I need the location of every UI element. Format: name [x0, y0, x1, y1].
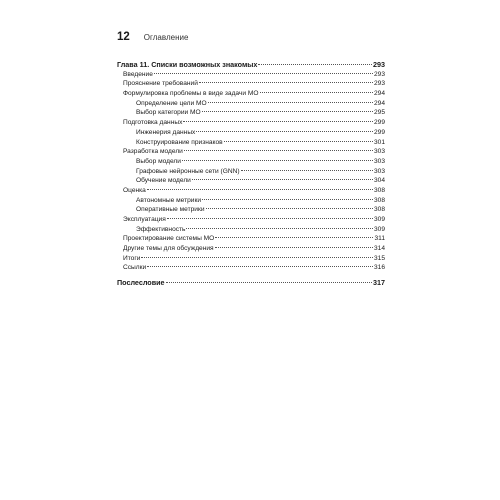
toc-entry	[117, 157, 385, 167]
toc-entry	[117, 128, 385, 138]
toc-entry	[117, 186, 385, 196]
toc-dot-leader	[260, 92, 373, 93]
toc-entry	[117, 244, 385, 254]
toc-entry-page: 308	[373, 206, 385, 214]
toc-entry-page: 308	[373, 186, 385, 194]
toc-entry-title: Введение	[123, 70, 153, 78]
toc-entry-page: 293	[373, 80, 385, 88]
toc-entry-title: Графовые нейронные сети (GNN)	[136, 167, 240, 175]
toc-entry	[117, 89, 385, 99]
toc-entry-page: 317	[373, 278, 385, 288]
toc-entry-title: Оперативные метрики	[136, 206, 205, 214]
toc-entry	[117, 118, 385, 128]
toc-entry-page: 301	[373, 138, 385, 146]
toc-entry-title: Выбор категории МО	[136, 109, 201, 117]
toc-dot-leader	[182, 160, 373, 161]
toc-chapter-entry	[117, 60, 385, 70]
toc-entry	[117, 99, 385, 109]
toc-entry-page: 293	[373, 60, 385, 69]
toc-entry-page: 304	[373, 177, 385, 185]
toc-entry	[117, 254, 385, 264]
toc-entry-page: 294	[373, 90, 385, 98]
toc-entry-page: 309	[373, 225, 385, 233]
toc-entry	[117, 70, 385, 80]
toc-entry-title: Эксплуатация	[123, 216, 166, 223]
toc-dot-leader	[186, 228, 373, 229]
toc-entry-title: Итоги	[123, 254, 141, 262]
toc-entry-title: Разработка модели	[123, 148, 183, 156]
toc-entry-title: Проектирование системы МО	[123, 235, 215, 243]
toc-dot-leader	[241, 170, 373, 171]
toc-chapter-entry	[117, 278, 385, 288]
toc-entry	[117, 215, 385, 225]
toc-entry-title: Формулировка проблемы в виде задачи МО	[123, 90, 259, 98]
toc-entry-page: 299	[373, 128, 385, 136]
toc-entry	[117, 79, 385, 89]
toc-dot-leader	[258, 64, 372, 65]
running-title: Оглавление	[143, 33, 189, 42]
toc-entry-title: Эффективность	[136, 225, 186, 233]
toc-dot-leader	[206, 208, 373, 209]
toc-entry-page: 294	[373, 99, 385, 107]
toc-dot-leader	[202, 199, 373, 200]
page-header	[117, 31, 188, 43]
toc-entry-page: 309	[373, 216, 385, 223]
toc-dot-leader	[202, 111, 373, 112]
toc-dot-leader	[224, 141, 373, 142]
toc-entry-title: Конструирование признаков	[136, 138, 223, 146]
toc-entry-title: Другие темы для обсуждения	[123, 245, 214, 253]
toc-entry	[117, 196, 385, 206]
toc-entry-page: 316	[373, 264, 385, 272]
toc-dot-leader	[199, 82, 373, 83]
toc-dot-leader	[208, 102, 373, 103]
toc-entry-page: 303	[373, 157, 385, 165]
toc-dot-leader	[147, 266, 373, 267]
toc-dot-leader	[196, 131, 373, 132]
toc-entry-page: 308	[373, 196, 385, 204]
toc-entry-title: Ссылки	[123, 264, 147, 272]
toc-dot-leader	[215, 247, 373, 248]
toc-entry-page: 295	[373, 109, 385, 117]
toc-dot-leader	[184, 150, 373, 151]
toc-entry-title: Выбор модели	[136, 157, 181, 165]
toc-entry	[117, 147, 385, 157]
toc-dot-leader	[154, 73, 373, 74]
toc-entry-title: Автономные метрики	[136, 196, 202, 204]
toc-entry	[117, 234, 385, 244]
toc-entry-title: Послесловие	[117, 278, 165, 288]
toc-entry-page: 311	[374, 235, 385, 243]
page-number: 12	[117, 31, 130, 43]
toc-entry-title: Подготовка данных	[123, 119, 183, 127]
toc-dot-leader	[167, 218, 373, 219]
toc-entry	[117, 138, 385, 148]
toc-entry-page: 299	[373, 119, 385, 127]
toc-entry-title: Инженерия данных	[136, 128, 196, 136]
toc-dot-leader	[141, 257, 373, 258]
toc-entry	[117, 176, 385, 186]
toc-entry-page: 314	[373, 245, 385, 253]
toc-dot-leader	[166, 282, 372, 283]
toc-dot-leader	[147, 189, 373, 190]
toc-entry-title: Обучение модели	[136, 177, 191, 185]
toc-entry-title: Прояснение требований	[123, 80, 198, 88]
table-of-contents	[117, 60, 385, 288]
toc-entry-page: 315	[373, 254, 385, 262]
toc-entry	[117, 263, 385, 273]
toc-dot-leader	[183, 121, 373, 122]
toc-entry-page: 293	[373, 70, 385, 78]
toc-entry-page: 303	[373, 148, 385, 156]
toc-entry-page: 303	[373, 167, 385, 175]
toc-dot-leader	[192, 179, 373, 180]
toc-entry-title: Глава 11. Списки возможных знакомых	[117, 60, 258, 69]
toc-dot-leader	[215, 237, 373, 238]
toc-entry	[117, 167, 385, 177]
toc-entry	[117, 108, 385, 118]
toc-entry	[117, 225, 385, 235]
toc-entry-title: Оценка	[123, 186, 146, 194]
toc-entry-title: Определение цели МО	[136, 99, 207, 107]
toc-entry	[117, 205, 385, 215]
